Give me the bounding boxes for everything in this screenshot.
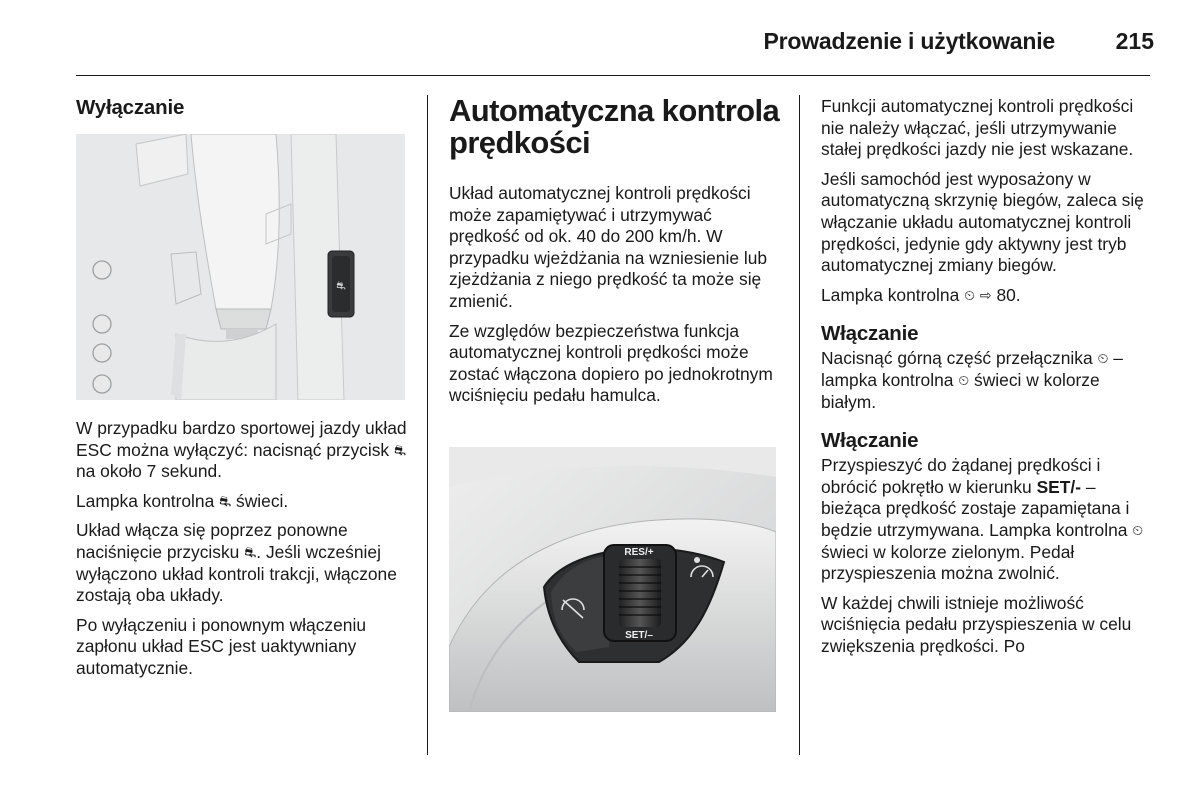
paragraph-not-recommended: Funkcji automatycznej kontroli prędkości nie należy włączać, jeśli utrzymywanie stałej prędkości jazdy nie jest wskazane.: [821, 96, 1134, 160]
text-indicator-a: Lampka kontrolna: [76, 490, 215, 511]
paragraph-indicator: [76, 491, 411, 513]
text-set-minus: SET/-: [1036, 476, 1082, 497]
paragraph-switch-on: [821, 348, 1151, 413]
text-indicator-ref-a: Lampka kontrolna: [821, 284, 960, 305]
text-indicator-ref-b: 80.: [996, 284, 1021, 305]
text-reactivate-a: Układ włącza się poprzez ponowne naciśnięcie przycisku: [76, 520, 348, 562]
res-plus-label: RES/+: [624, 547, 654, 558]
column-1-text: [76, 418, 411, 688]
text-esc-off-a: W przypadku bardzo sportowej jazdy układ ESC można wyłączyć: nacisnąć przycisk: [76, 418, 407, 460]
text-set-speed-c: świeci w kolorze zielonym. Pedał przyspieszenia można zwolnić.: [821, 541, 1075, 584]
cruise-control-icon: ⏲: [964, 286, 976, 303]
cruise-control-icon: ⏲: [958, 371, 970, 388]
text-esc-off-b: na około 7 sekund.: [76, 461, 222, 482]
header-rule: [76, 75, 1150, 76]
section-heading-on-1: Włączanie: [821, 322, 919, 346]
column-3: [821, 96, 1151, 665]
column-2: [449, 95, 784, 415]
cruise-control-icon: ⏲: [1097, 350, 1109, 367]
esc-off-icon: ⛐: [393, 441, 407, 458]
esc-button-icon: ⛐: [244, 543, 257, 560]
paragraph-set-speed: [821, 455, 1151, 585]
paragraph-ignition: Po wyłączeniu i ponownym włączeniu zapłonu układ ESC jest uaktywniany automatycznie.: [76, 614, 366, 678]
figure-steering-wheel-controls: [449, 447, 776, 712]
text-set-speed-b: – bieżąca prędkość zostaje zapamiętana i będzie utrzymywana. Lampka kontrolna: [821, 476, 1130, 540]
column-divider-2: [799, 95, 800, 755]
paragraph-indicator-ref: [821, 285, 1151, 307]
text-switch-on-b: – lampka kontrolna: [821, 348, 1123, 390]
section-heading-on-2: Włączanie: [821, 429, 919, 453]
paragraph-cruise-intro: Układ automatycznej kontroli prędkości może zapamiętywać i utrzymywać prędkość od ok. 40 do 200 km/h. W przypadku wjeżdżania na wzniesienie lub zjeżdżania z niego prędkość ta może się zmienić.: [449, 183, 768, 311]
text-reactivate-b: . Jeśli wcześniej wyłączono układ kontroli trakcji, włączone zostają oba układy.: [76, 541, 397, 606]
set-minus-label: SET/–: [625, 630, 653, 641]
steering-wheel-illustration: [449, 447, 776, 712]
section-heading-off: Wyłączanie: [76, 96, 185, 119]
paragraph-automatic-gearbox: Jeśli samochód jest wyposażony w automatyczną skrzynię biegów, zaleca się włączanie układu automatycznej kontroli prędkości, jedynie gdy aktywny jest tryb automatycznej zmiany biegów.: [821, 168, 1144, 276]
cruise-control-icon: ⏲: [1132, 521, 1144, 538]
esc-indicator-icon: ⛐: [219, 492, 232, 509]
text-switch-on-a: Nacisnąć górną część przełącznika: [821, 348, 1093, 369]
paragraph-esc-off: [76, 418, 411, 483]
page-number: 215: [1115, 28, 1154, 54]
paragraph-accelerate: W każdej chwili istnieje możliwość wciśnięcia pedału przyspieszenia w celu zwiększenia prędkości. Po: [821, 592, 1132, 656]
text-switch-on-c: świeci w kolorze białym.: [821, 369, 1100, 412]
column-1: [76, 96, 411, 132]
text-indicator-b: świeci.: [236, 490, 289, 511]
paragraph-cruise-safety: Ze względów bezpieczeństwa funkcja automatycznej kontroli prędkości może zostać włączona dopiero po jednokrotnym wciśnięciu pedału hamulca.: [449, 320, 773, 406]
cross-reference-arrow-icon: ⇨: [979, 286, 992, 303]
svg-text:⛐: ⛐: [336, 279, 346, 292]
paragraph-reactivate: [76, 520, 411, 606]
gear-console-illustration: [76, 134, 405, 400]
text-set-speed-a: Przyspieszyć do żądanej prędkości i obrócić pokrętło w kierunku: [821, 455, 1101, 497]
section-title-cruise-control: Automatyczna kontrola prędkości: [449, 93, 780, 160]
running-header-title: Prowadzenie i użytkowanie: [763, 28, 1055, 54]
figure-gear-console: [76, 134, 405, 400]
column-divider-1: [427, 95, 428, 755]
